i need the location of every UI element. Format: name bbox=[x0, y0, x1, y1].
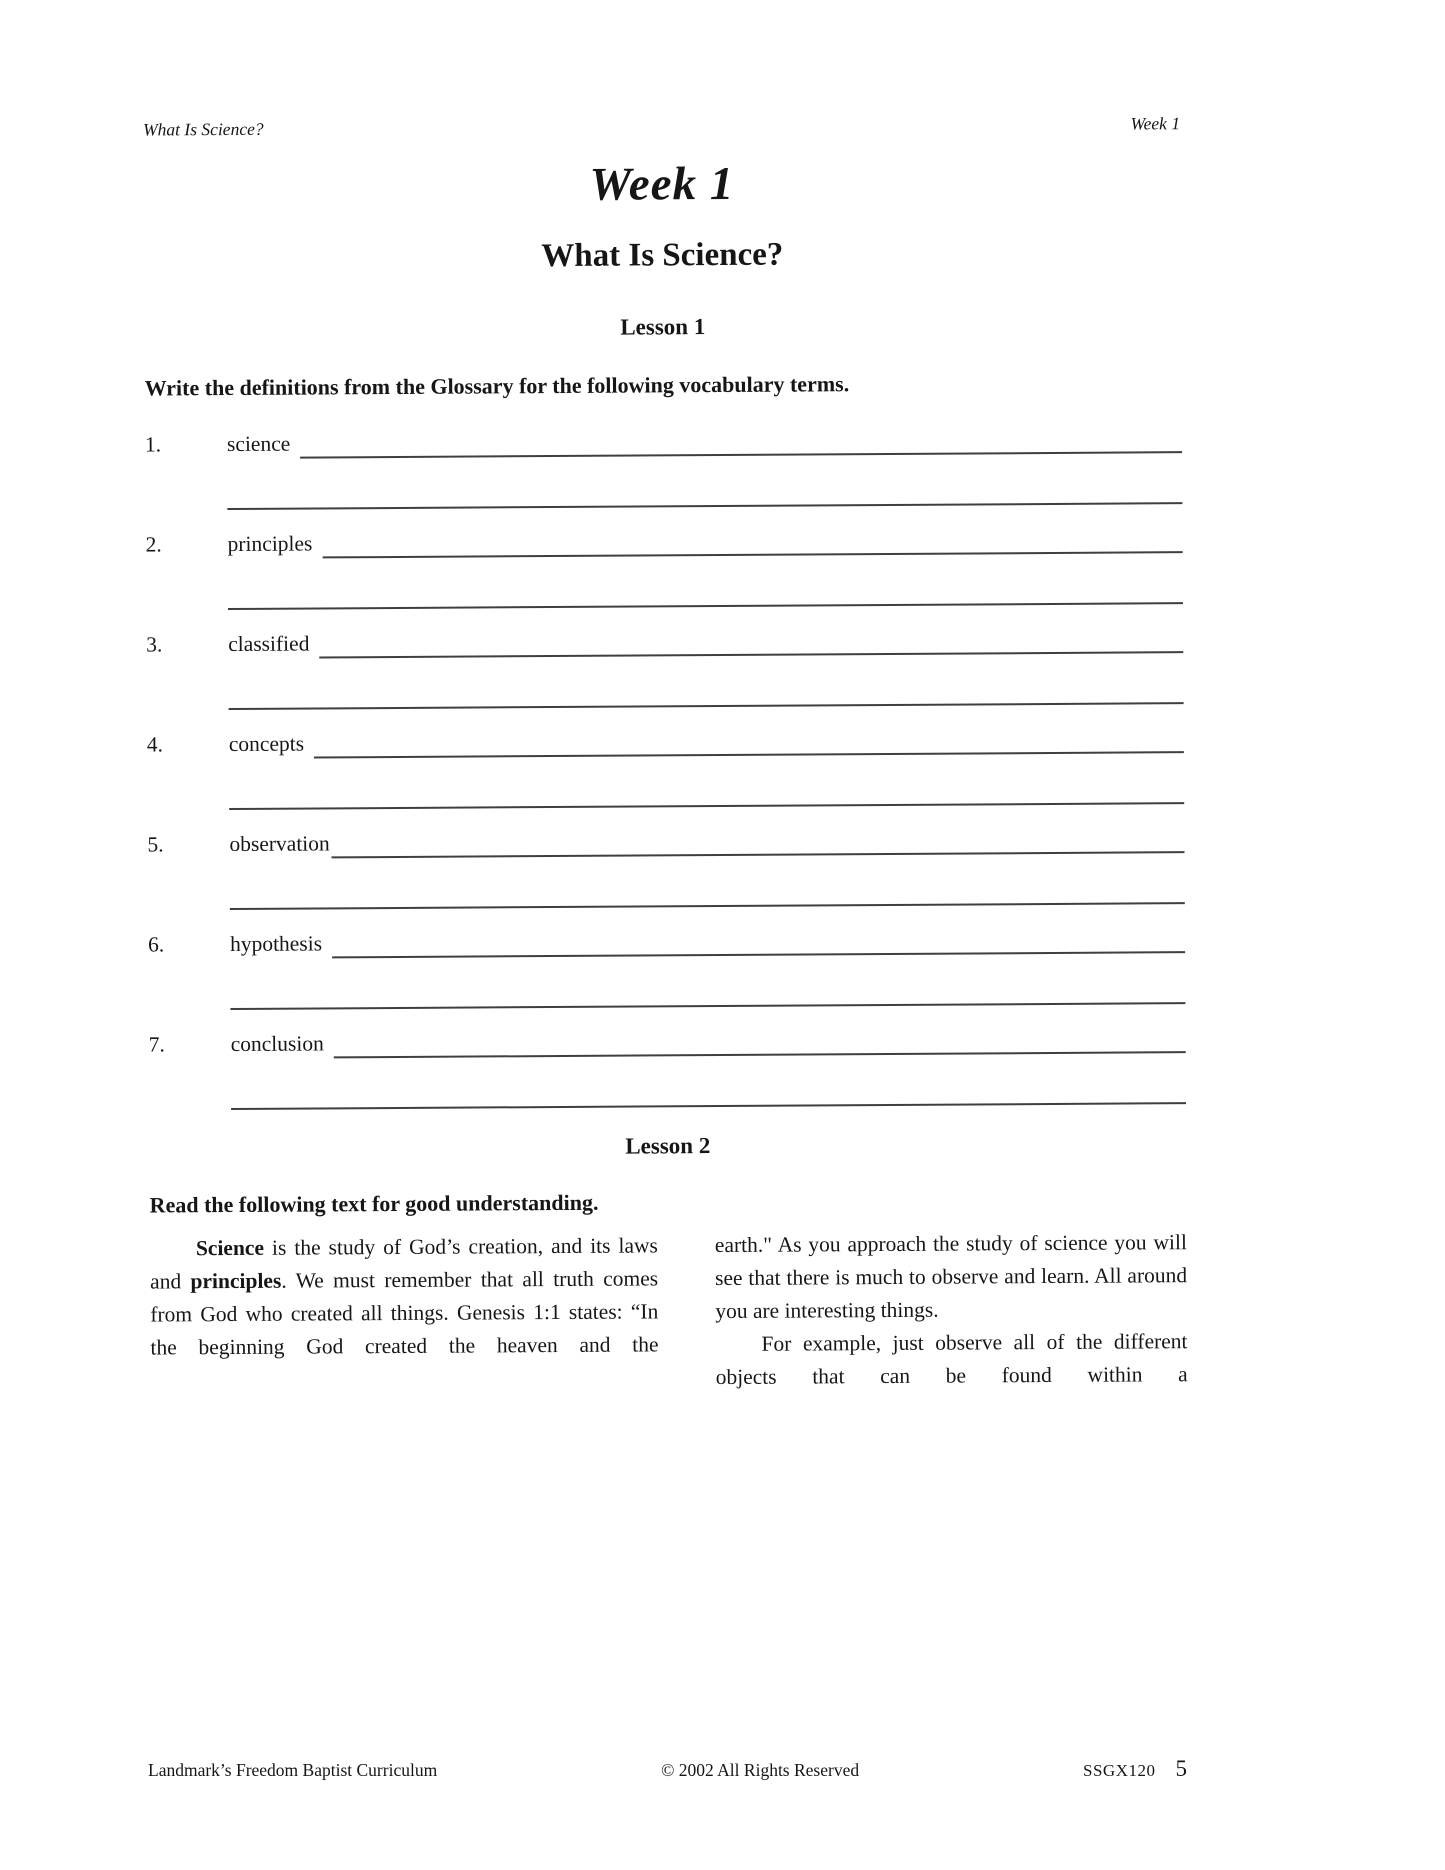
vocabulary-list bbox=[145, 415, 1186, 1110]
paragraph-1: Science is the study of God’s creation, and its laws and principles. We must remember that all truth comes from God who created all things. Genesis 1:1 states: “In the beginning God created the heaven and the bbox=[150, 1233, 659, 1360]
answer-line-continuation bbox=[230, 953, 1185, 1010]
vocab-item-conclusion bbox=[149, 1015, 1187, 1110]
footer-publisher: Landmark’s Freedom Baptist Curriculum bbox=[148, 1760, 438, 1780]
lesson-1-instruction: Write the definitions from the Glossary for the following vocabulary terms. bbox=[144, 371, 850, 401]
answer-line bbox=[322, 517, 1182, 558]
answer-line-continuation bbox=[227, 453, 1182, 510]
vocab-item-principles bbox=[145, 515, 1183, 610]
item-number: 6. bbox=[147, 932, 165, 957]
item-number: 1. bbox=[144, 432, 162, 457]
reading-text bbox=[150, 1226, 1188, 1397]
page-footer bbox=[148, 1756, 1187, 1782]
reading-column-right bbox=[715, 1226, 1188, 1394]
vocab-term: concepts bbox=[228, 731, 305, 757]
answer-line-continuation bbox=[228, 653, 1183, 710]
answer-line bbox=[332, 817, 1185, 858]
answer-line bbox=[314, 717, 1184, 758]
answer-line bbox=[334, 1017, 1186, 1058]
paragraph-2: For example, just observe all of the different objects that can be found within a bbox=[715, 1329, 1188, 1390]
chapter-title: What Is Science? bbox=[541, 236, 784, 275]
reading-column-left bbox=[150, 1229, 659, 1397]
vocab-term: classified bbox=[228, 631, 310, 657]
answer-line bbox=[332, 917, 1185, 958]
answer-line-continuation bbox=[228, 553, 1183, 610]
week-title: Week 1 bbox=[589, 157, 735, 211]
vocab-term: principles bbox=[227, 531, 313, 557]
item-number: 7. bbox=[148, 1032, 165, 1057]
page-number: 5 bbox=[1175, 1756, 1187, 1781]
running-header-right: Week 1 bbox=[1130, 113, 1181, 134]
lesson-1-heading: Lesson 1 bbox=[620, 314, 706, 340]
answer-line-continuation bbox=[229, 753, 1184, 810]
item-number: 2. bbox=[145, 532, 162, 557]
vocab-item-classified bbox=[146, 615, 1184, 710]
item-number: 4. bbox=[146, 732, 164, 757]
lesson-2-heading: Lesson 2 bbox=[625, 1133, 711, 1159]
item-number: 5. bbox=[147, 832, 164, 857]
lesson-2-instruction: Read the following text for good understanding. bbox=[149, 1189, 599, 1218]
bold-term-principles: principles bbox=[190, 1268, 282, 1294]
item-number: 3. bbox=[146, 632, 163, 657]
answer-line-continuation bbox=[231, 1053, 1186, 1110]
footer-copyright: © 2002 All Rights Reserved bbox=[661, 1760, 860, 1780]
running-header-left: What Is Science? bbox=[143, 118, 264, 140]
footer-course-code: SSGX120 bbox=[1083, 1761, 1156, 1780]
vocab-term: conclusion bbox=[230, 1031, 324, 1057]
vocab-item-science bbox=[145, 415, 1183, 510]
running-header bbox=[143, 113, 1180, 140]
paragraph-1-continued: earth." As you approach the study of science you will see that there is much to observe and learn. All around you are interesting things. bbox=[714, 1230, 1188, 1324]
vocab-term: science bbox=[226, 431, 291, 457]
bold-term-science: Science bbox=[195, 1235, 265, 1261]
answer-line bbox=[319, 617, 1183, 658]
footer-right bbox=[1083, 1756, 1187, 1782]
vocab-item-concepts bbox=[147, 715, 1185, 810]
answer-line bbox=[300, 417, 1182, 458]
vocab-term: observation bbox=[229, 831, 330, 857]
vocab-item-hypothesis bbox=[148, 915, 1186, 1010]
answer-line-continuation bbox=[230, 853, 1185, 910]
vocab-term: hypothesis bbox=[229, 931, 323, 957]
vocab-item-observation bbox=[147, 815, 1185, 910]
